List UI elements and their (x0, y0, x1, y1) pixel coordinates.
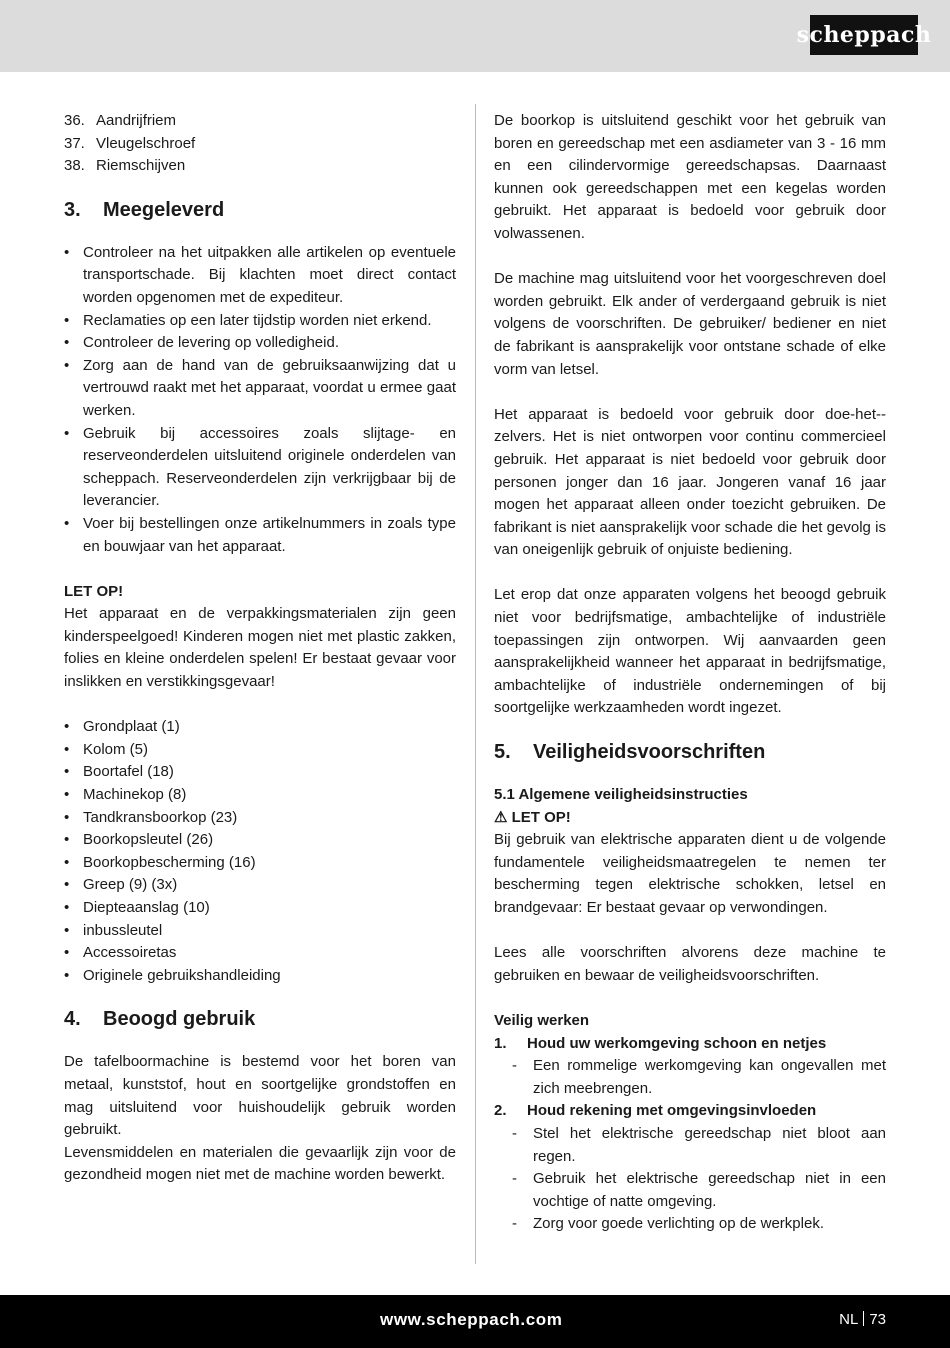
warning-title: LET OP! (64, 582, 124, 600)
list-item: • inbussleutel (64, 921, 163, 939)
left-column (64, 110, 456, 1187)
list-item: • Diepteaanslag (10) (64, 899, 210, 916)
paragraph: Bij gebruik van elektrische apparaten dient u de volgende fundamentele veiligheidsmaatregelen te nemen ter bescherming tegen elektrische schokken, letsel en brandgevaar: Er bestaat gevaar op verwondingen. (494, 831, 886, 916)
section-heading-beoogd-gebruik: 4. Beoogd gebruik (64, 1008, 256, 1031)
list-item: - Een rommelige werkomgeving kan ongevallen met zich meebrengen. (512, 1057, 886, 1097)
column-divider (475, 104, 476, 1264)
paragraph: Het apparaat is bedoeld voor gebruik door doe-het--zelvers. Het is niet ontworpen voor continu commercieel gebruik. Het apparaat is niet bedoeld voor gebruik door personen jonger dan 16 jaar. Jongeren vanaf 16 jaar mogen het apparaat alleen onder toezicht gebruiken. De fabrikant is niet aansprakelijk voor schade die het gevolg is van oneigenlijk gebruik of onjuiste bediening. (494, 405, 886, 559)
list-item: • Originele gebruikshandleiding (64, 966, 281, 984)
list-item: 36. Aandrijfriem (64, 112, 177, 129)
list-item: 1. Houd uw werkomgeving schoon en netjes - Een rommelige werkomgeving kan ongevallen met zich meebrengen. (494, 1033, 886, 1101)
warning-triangle-icon: ⚠ (494, 808, 508, 826)
list-item: • Zorg aan de hand van de gebruiksaanwijzing dat u vertrouwd raakt met het apparaat, voordat u ermee gaat werken. (64, 356, 456, 419)
website-link[interactable]: www.scheppach.com (380, 1310, 563, 1329)
subsection-heading: 5.1 Algemene veiligheidsinstructies (494, 786, 748, 804)
list-item: • Greep (9) (3x) (64, 876, 178, 894)
safety-steps (494, 1033, 886, 1236)
scheppach-logo: scheppach (810, 15, 918, 55)
list-item: - Zorg voor goede verlichting op de werkplek. (512, 1215, 824, 1233)
list-item: • Controleer de levering op volledigheid. (64, 334, 339, 352)
list-item: • Boorkopsleutel (26) (64, 831, 214, 849)
list-item: • Tandkransboorkop (23) (64, 808, 238, 826)
list-item: • Voer bij bestellingen onze artikelnummers in zoals type en bouwjaar van het apparaat. (64, 514, 456, 555)
list-item: 37. Vleugelschroef (64, 134, 196, 152)
right-column (494, 110, 886, 1236)
list-item: • Grondplaat (1) (64, 718, 180, 736)
delivery-bullets (64, 242, 456, 558)
paragraph: Levensmiddelen en materialen die gevaarlijk zijn voor de gezondheid mogen niet met de machine worden bewerkt. (64, 1143, 456, 1184)
warning-title: ⚠ LET OP! (494, 808, 571, 826)
section-heading-veiligheidsvoorschriften: 5. Veiligheidsvoorschriften (494, 741, 766, 764)
list-item: • Reclamaties op een later tijdstip worden niet erkend. (64, 311, 432, 329)
footer-bar (0, 1295, 950, 1348)
paragraph: De boorkop is uitsluitend geschikt voor het gebruik van boren en gereedschap met een asdiameter van 3 - 16 mm en een cilindervormige gereedschapsas. Daarnaast kunnen ook gereedschappen met een kegelas worden gebruikt. Het apparaat is bedoeld voor gebruik door volwassenen. (494, 112, 886, 242)
list-item: 2. Houd rekening met omgevingsinvloeden - Stel het elektrische gereedschap niet bloot aan regen. - Gebruik het elektrische gereedschap niet in een vochtige of natte omgeving. - Zorg voor goede verlichting op de werkplek. (494, 1100, 886, 1236)
subsection-heading: Veilig werken (494, 1011, 590, 1029)
list-item: - Gebruik het elektrische gereedschap niet in een vochtige of natte omgeving. (512, 1170, 886, 1210)
list-item: • Kolom (5) (64, 740, 149, 758)
section-heading-meegeleverd: 3. Meegeleverd (64, 198, 225, 221)
header-bar (0, 0, 950, 72)
list-item: • Controleer na het uitpakken alle artikelen op eventuele transportschade. Bij klachten moet direct contact worden opgenomen met de expediteur. (64, 243, 456, 306)
contents-list (64, 716, 456, 987)
page-number: NL 73 (839, 1311, 886, 1328)
warning-text: Het apparaat en de verpakkingsmaterialen zijn geen kinderspeelgoed! Kinderen mogen niet met plastic zakken, folies en kleine onderdelen spelen! Er bestaat gevaar voor inslikken en verstikkingsgevaar! (64, 605, 456, 691)
paragraph: Lees alle voorschriften alvorens deze machine te gebruiken en bewaar de veiligheidsvoorschriften. (494, 944, 886, 984)
list-item: • Accessoiretas (64, 944, 177, 962)
list-item: • Boorkopbescherming (16) (64, 853, 256, 871)
paragraph: Let erop dat onze apparaten volgens het beoogd gebruik niet voor bedrijfsmatige, ambachtelijke of industriële toepassingen zijn ontworpen. Wij aanvaarden geen aansprakelijkheid wanneer het apparaat in bedrijfsmatige, ambachtelijke of industriële ondernemingen of bij soortgelijke werkzaamheden wordt ingezet. (494, 586, 886, 717)
list-item: 38. Riemschijven (64, 157, 186, 175)
parts-list (64, 110, 456, 178)
paragraph: De tafelboormachine is bestemd voor het boren van metaal, kunststof, hout en soortgelijke grondstoffen en mag uitsluitend voor huishoudelijk gebruik worden gebruikt. (64, 1053, 456, 1139)
list-item: • Gebruik bij accessoires zoals slijtage- en reserveonderdelen uitsluitend originele onderdelen van scheppach. Reserveonderdelen zijn verkrijgbaar bij de leverancier. (64, 424, 456, 510)
paragraph: De machine mag uitsluitend voor het voorgeschreven doel worden gebruikt. Elk ander of verdergaand gebruik is niet volgens de voorschriften. De gebruiker/ bediener en niet de fabrikant is aansprakelijk voor ontstane schade of elke vorm van letsel. (494, 270, 886, 378)
list-item: • Machinekop (8) (64, 786, 187, 804)
list-item: • Boortafel (18) (64, 763, 174, 781)
list-item: - Stel het elektrische gereedschap niet bloot aan regen. (512, 1124, 886, 1165)
